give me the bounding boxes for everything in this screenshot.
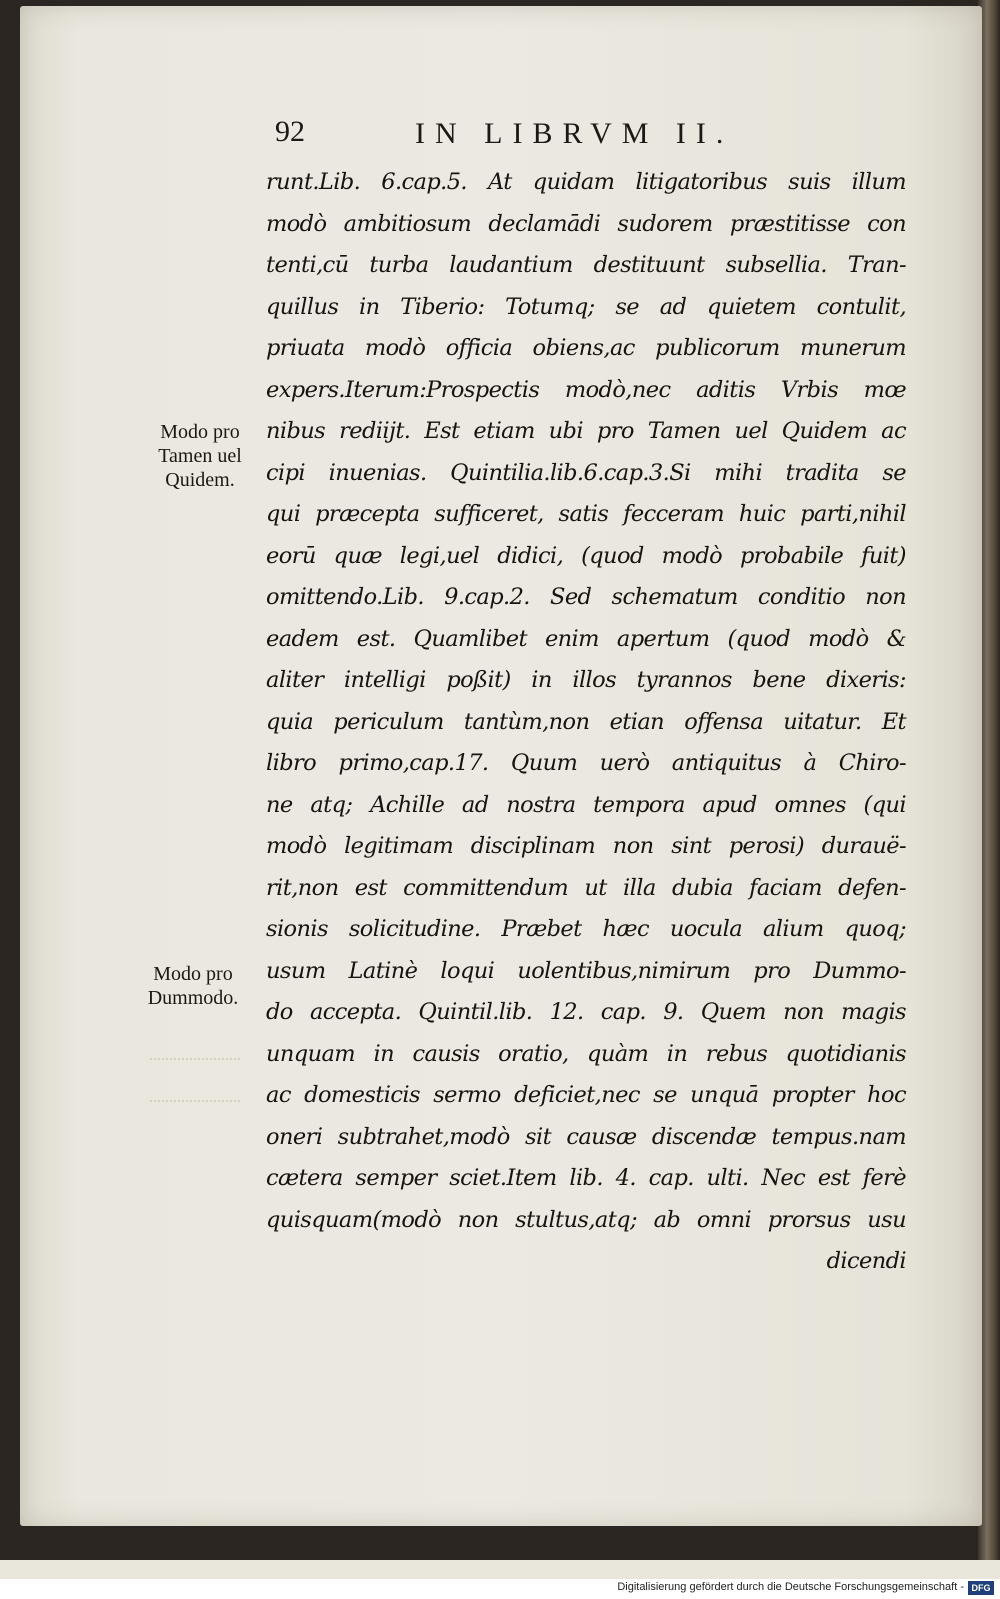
- text-line: sionis solicitudine. Præbet hæc uocula alium quoq;: [266, 916, 906, 942]
- text-line: tenti,cū turba laudantium destituunt subsellia. Tran-: [266, 252, 906, 278]
- text-line: quillus in Tiberio: Totumq; se ad quietem contulit,: [266, 293, 906, 320]
- text-line: nibus rediijt. Est etiam ubi pro Tamen uel Quidem ac: [266, 418, 906, 444]
- text-line: do accepta. Quintil.lib. 12. cap. 9. Quem non magis: [266, 999, 906, 1025]
- text-line: oneri subtrahet,modò sit causæ discendæ tempus.nam: [266, 1123, 906, 1150]
- margin-note-modo-tamen: [140, 420, 260, 492]
- text-line: usum Latinè loqui uolentibus,nimirum pro Dummo-: [266, 957, 906, 984]
- text-line: qui præcepta sufficeret, satis fecceram huic parti,nihil: [266, 501, 906, 527]
- show-through-marks: [150, 1058, 240, 1102]
- text-line: runt.Lib. 6.cap.5. At quidam litigatoribus suis illum: [266, 169, 906, 195]
- margin-note-line: Tamen uel: [158, 445, 242, 467]
- text-line: cætera semper sciet.Item lib. 4. cap. ulti. Nec est ferè: [266, 1165, 906, 1191]
- text-line: rit,non est committendum ut illa dubia faciam defen-: [266, 874, 906, 901]
- text-line: ac domesticis sermo deficiet,nec se unquā propter hoc: [266, 1082, 906, 1108]
- text-line: quia periculum tantùm,non etian offensa uitatur. Et: [266, 708, 906, 735]
- text-line: omittendo.Lib. 9.cap.2. Sed schematum conditio non: [266, 584, 906, 610]
- text-line: quisquam(modò non stultus,atq; ab omni prorsus usu: [266, 1206, 906, 1233]
- margin-note-line: Dummodo.: [147, 987, 239, 1009]
- margin-note-modo-dummodo: [128, 962, 258, 1010]
- margin-note-line: Quidem.: [165, 469, 235, 491]
- dfg-logo: DFG: [968, 1581, 994, 1595]
- funding-credit: Digitalisierung gefördert durch die Deutsche Forschungsgemeinschaft -: [617, 1581, 964, 1593]
- text-line: modò legitimam disciplinam non sint perosi) durauë-: [266, 833, 906, 859]
- margin-note-line: Modo pro: [153, 963, 233, 985]
- text-line: expers.Iterum:Prospectis modò,nec aditis Vrbis mœ: [266, 376, 906, 403]
- catchword: dicendi: [826, 1248, 906, 1274]
- text-line: eadem est. Quamlibet enim apertum (quod modò &: [266, 625, 906, 652]
- text-line: unquam in causis oratio, quàm in rebus quotidianis: [266, 1040, 906, 1067]
- page-number: 92: [275, 115, 305, 148]
- margin-note-line: Modo pro: [160, 421, 240, 443]
- text-line: eorū quæ legi,uel didici, (quod modò probabile fuit): [266, 542, 906, 569]
- running-head: [275, 115, 835, 155]
- text-line: priuata modò officia obiens,ac publicorum munerum: [266, 335, 906, 361]
- text-line: aliter intelligi poßit) in illos tyrannos bene dixeris:: [266, 667, 906, 693]
- body-text: [266, 162, 906, 1283]
- running-head-title: IN LIBRVM II.: [415, 117, 734, 150]
- text-line: cipi inuenias. Quintilia.lib.6.cap.3.Si mihi tradita se: [266, 459, 906, 486]
- text-line: libro primo,cap.17. Quum uerò antiquitus à Chiro-: [266, 750, 906, 776]
- text-line: modò ambitiosum declamādi sudorem præstitisse con: [266, 210, 906, 237]
- text-line: ne atq; Achille ad nostra tempora apud omnes (qui: [266, 791, 906, 818]
